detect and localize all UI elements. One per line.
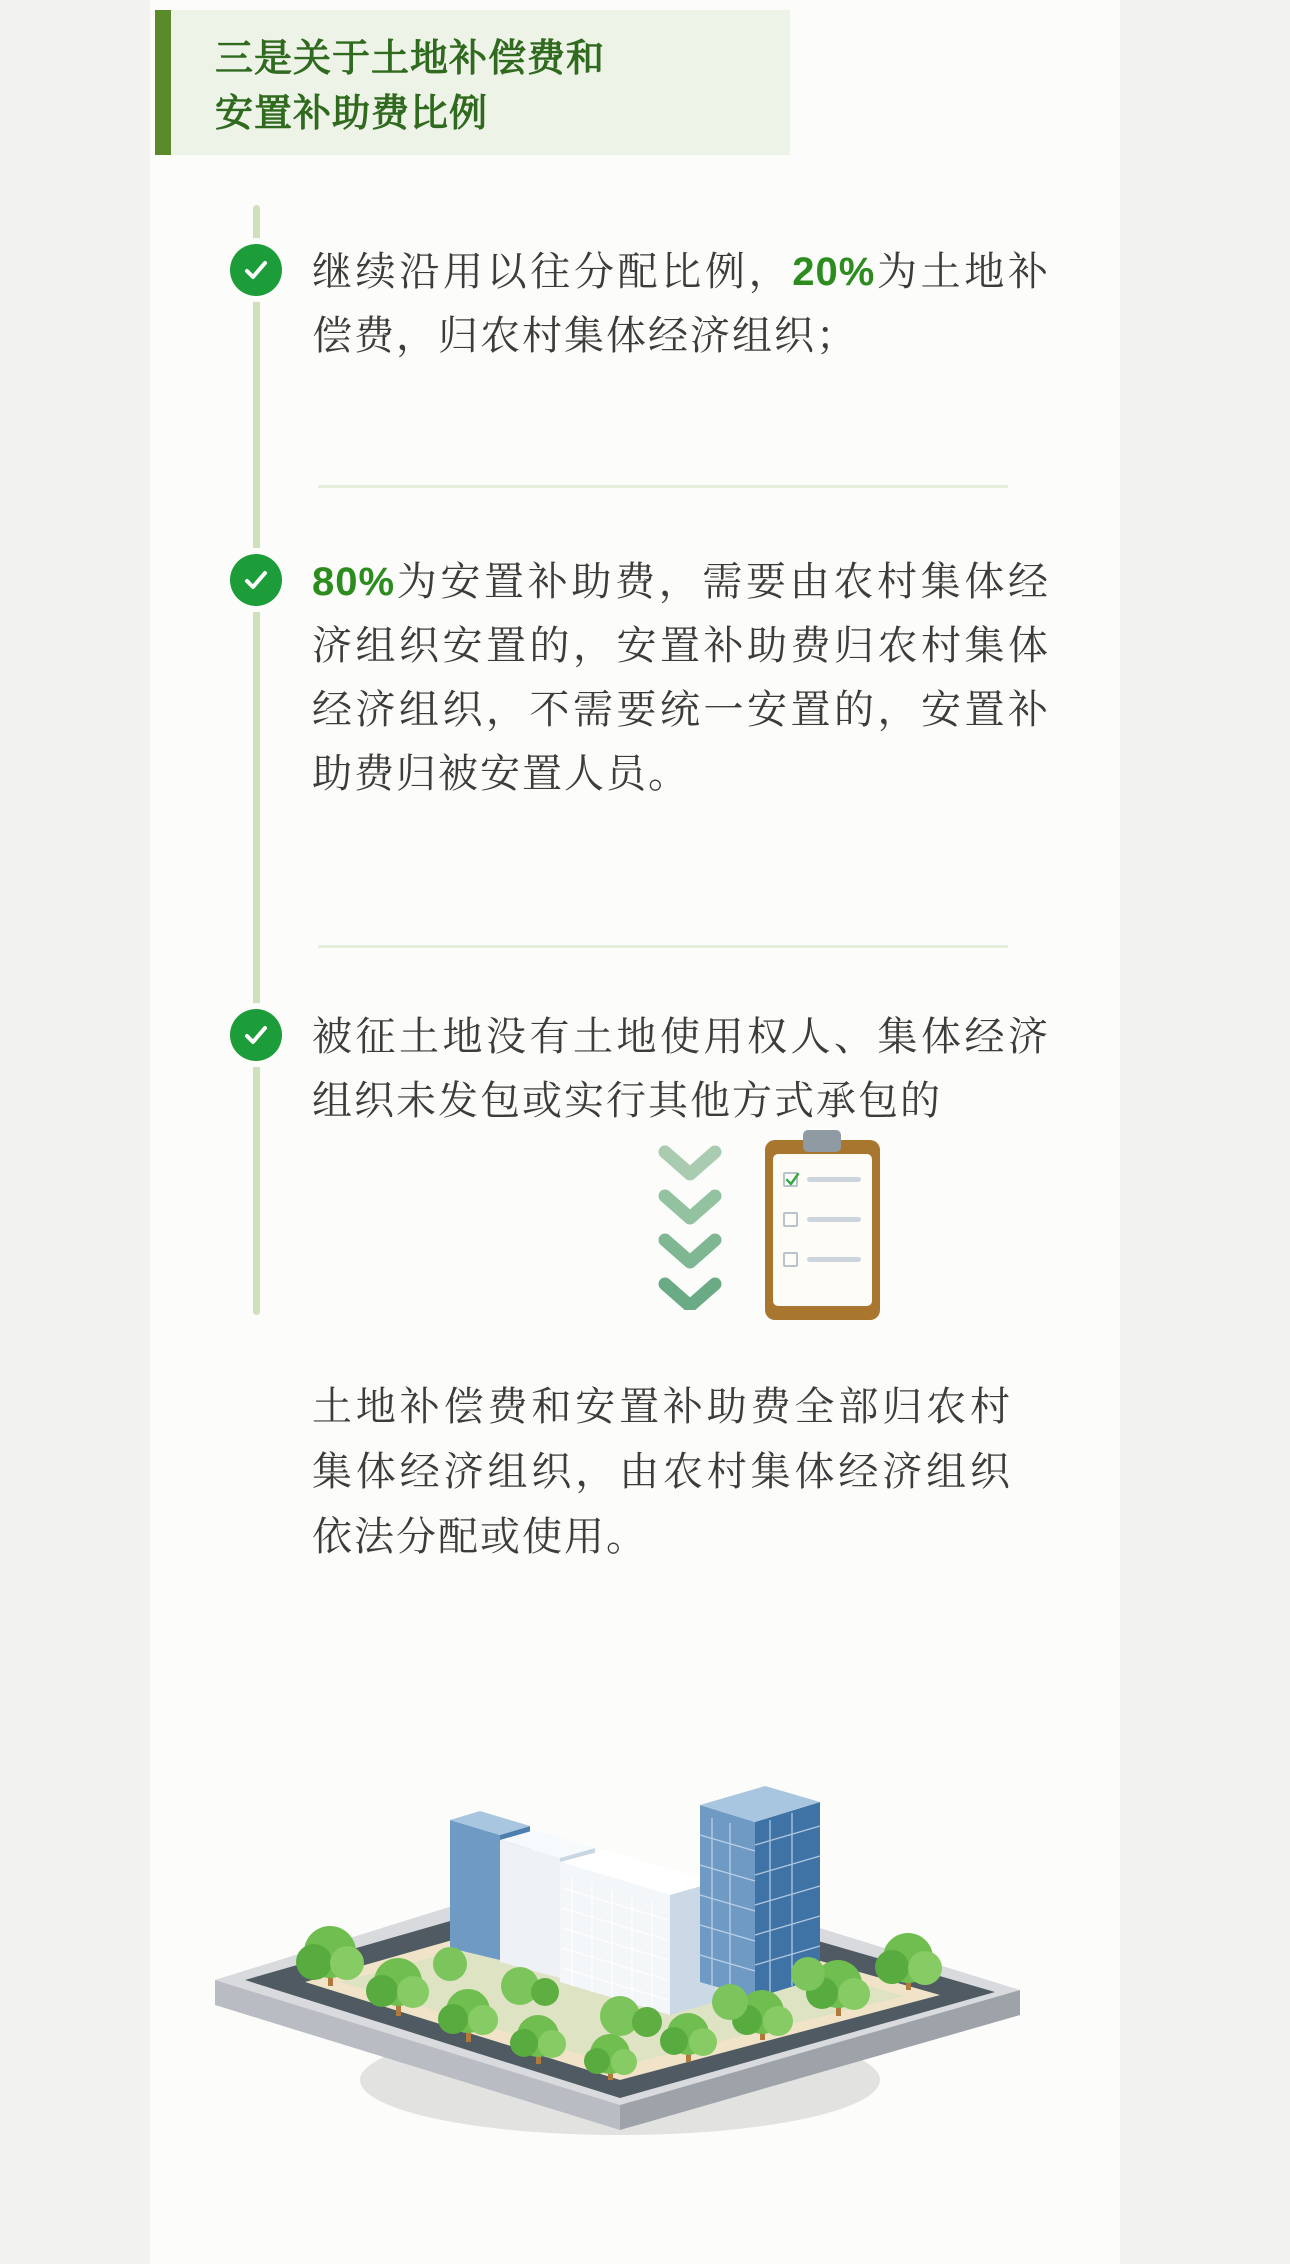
clipboard-icon	[765, 1140, 880, 1320]
list-item-text	[312, 240, 1050, 368]
list-item-text: 被征土地没有土地使用权人、集体经济组织未发包或实行其他方式承包的	[312, 1015, 1050, 1123]
check-circle-icon	[230, 244, 282, 296]
check-circle-icon	[230, 554, 282, 606]
checklist-line	[807, 1177, 861, 1182]
clipboard-clamp-icon	[803, 1130, 841, 1152]
item-2-text-after: 为安置补助费，需要由农村集体经济组织安置的，安置补助费归农村集体经济组织，不需要统一安置的，安置补助费归被安置人员。	[312, 560, 1050, 796]
check-circle-icon	[230, 1009, 282, 1061]
item-1-text-before: 继续沿用以往分配比例，	[312, 250, 793, 294]
list-item	[230, 550, 1050, 806]
heading-line-2: 安置补助费比例	[215, 93, 489, 136]
summary-paragraph: 土地补偿费和安置补助费全部归农村集体经济组织，由农村集体经济组织依法分配或使用。	[312, 1385, 1012, 1559]
heading-accent-bar	[155, 10, 171, 155]
list-item	[230, 240, 1050, 368]
chevron-down-stack-icon	[655, 1140, 725, 1310]
checklist-row	[783, 1212, 861, 1228]
item-1-highlight: 20%	[792, 250, 876, 294]
heading-text	[215, 32, 775, 142]
clipboard-paper	[773, 1154, 872, 1306]
clipboard-checklist-illustration	[655, 1140, 915, 1330]
section-heading	[155, 10, 790, 155]
list-item	[230, 1005, 1050, 1133]
item-divider	[318, 945, 1008, 948]
checklist-line	[807, 1257, 861, 1262]
item-divider	[318, 485, 1008, 488]
checkbox-empty-icon	[783, 1252, 798, 1267]
item-1-text-after: 为土地补偿费，归农村集体经济组织；	[312, 250, 1051, 358]
city-buildings-illustration	[200, 1630, 1020, 2150]
checklist-line	[807, 1217, 861, 1222]
checklist-row	[783, 1252, 861, 1268]
item-2-highlight: 80%	[312, 560, 396, 604]
list-item-text	[312, 550, 1050, 806]
checkbox-empty-icon	[783, 1212, 798, 1227]
heading-line-1: 三是关于土地补偿费和	[215, 38, 606, 80]
checklist-row	[783, 1172, 861, 1188]
